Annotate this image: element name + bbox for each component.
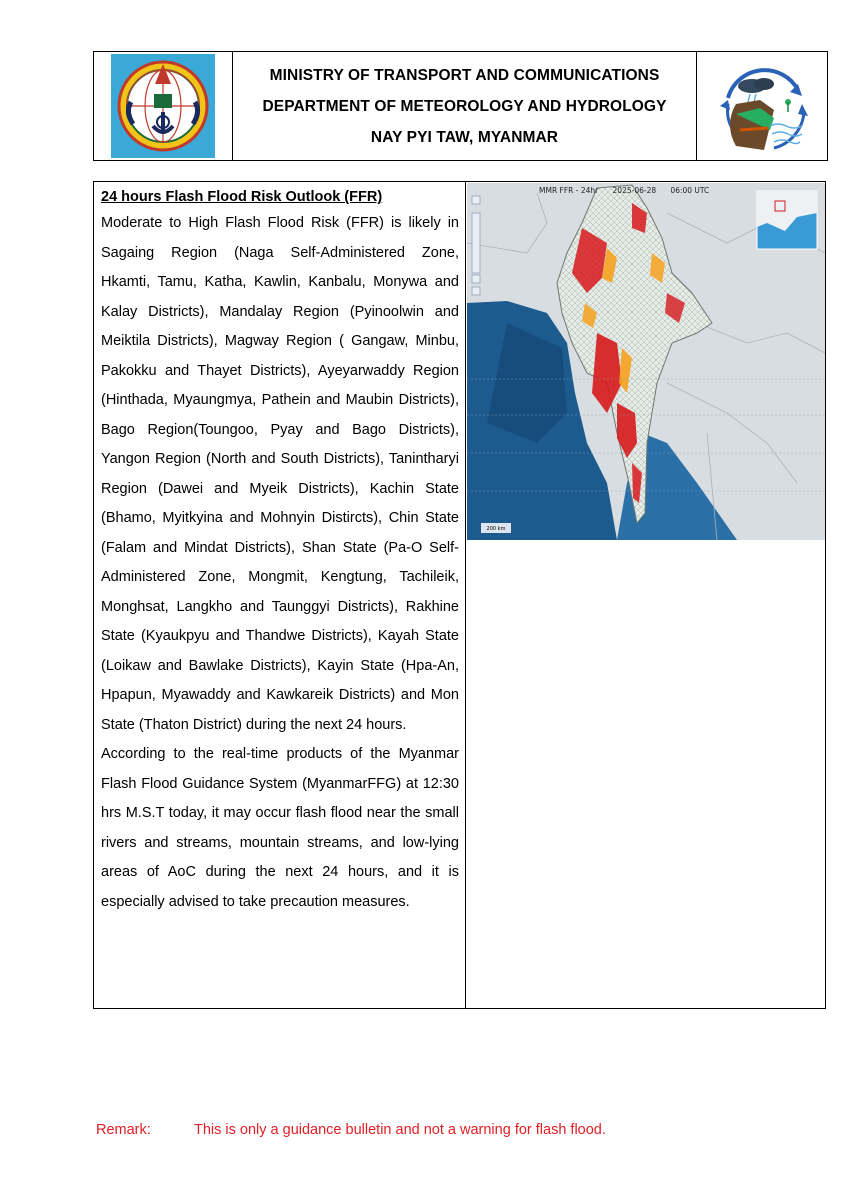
ministry-emblem-icon xyxy=(111,54,215,158)
ffr-map-graphic xyxy=(467,183,825,540)
ministry-name: MINISTRY OF TRANSPORT AND COMMUNICATIONS xyxy=(269,66,660,84)
risk-paragraph: Moderate to High Flash Flood Risk (FFR) is likely in Sagaing Region (Naga Self-Administered Zone, Hkamti, Tamu, Katha, Kawlin, Kanbalu, Monywa and Kalay Districts), Mandalay Region (Pyinoolwin and Meiktila Districts), Magway Region ( Gangaw, Minbu, Pakokku and Thayet Districts), Ayeyarwaddy Region (Hinthada, Myaungmya, Pathein and Maubin Districts), Bago Region(Toungoo, Pyay and Bago Districts), Yangon Region (North and South Districts), Tanintharyi Region (Dawei and Myeik Districts), Kachin State (Bhamo, Myitkyina and Mohnyin Distircts), Chin State (Falam and Mindat Districts), Shan State (Pa-O Self-Administered Zone, Mongmit, Kengtung, Tachileik, Monghsat, Langkho and Taunggyi Districts), Rakhine State (Kyaukpyu and Thandwe Districts), Kayah State (Loikaw and Bawlake Districts), Kayin State (Hpa-An, Hpapun, Myawaddy and Kawkareik Districts) and Mon State (Thaton District) during the next 24 hours. xyxy=(101,215,459,733)
outlook-text-cell xyxy=(94,182,466,1008)
left-logo-cell xyxy=(94,52,233,160)
section-title: 24 hours Flash Flood Risk Outlook (FFR) xyxy=(101,189,383,205)
department-name: DEPARTMENT OF METEOROLOGY AND HYDROLOGY xyxy=(262,97,667,115)
header-title-block xyxy=(233,52,697,160)
location-name: NAY PYI TAW, MYANMAR xyxy=(370,128,559,146)
bulletin-header xyxy=(93,51,828,161)
map-caption: MMR FFR - 24hr 2025-06-28 06:00 UTC xyxy=(539,186,710,195)
hydrology-cycle-emblem-icon xyxy=(710,54,814,158)
guidance-paragraph: According to the real-time products of the Myanmar Flash Flood Guidance System (MyanmarFFG) at 12:30 hrs M.S.T today, it may occur flash flood near the small rivers and streams, mountain streams, and low-lying areas of AoC during the next 24 hours, and it is especially advised to take precaution measures. xyxy=(101,746,459,910)
remark-text: This is only a guidance bulletin and not a warning for flash flood. xyxy=(194,1122,606,1138)
map-scale-label: 200 km xyxy=(486,526,506,532)
remark xyxy=(96,1122,606,1138)
ffr-map xyxy=(467,183,825,540)
outlook-table xyxy=(93,181,826,1009)
right-logo-cell xyxy=(697,52,827,160)
map-cell xyxy=(466,182,825,1008)
remark-label: Remark: xyxy=(96,1122,151,1138)
